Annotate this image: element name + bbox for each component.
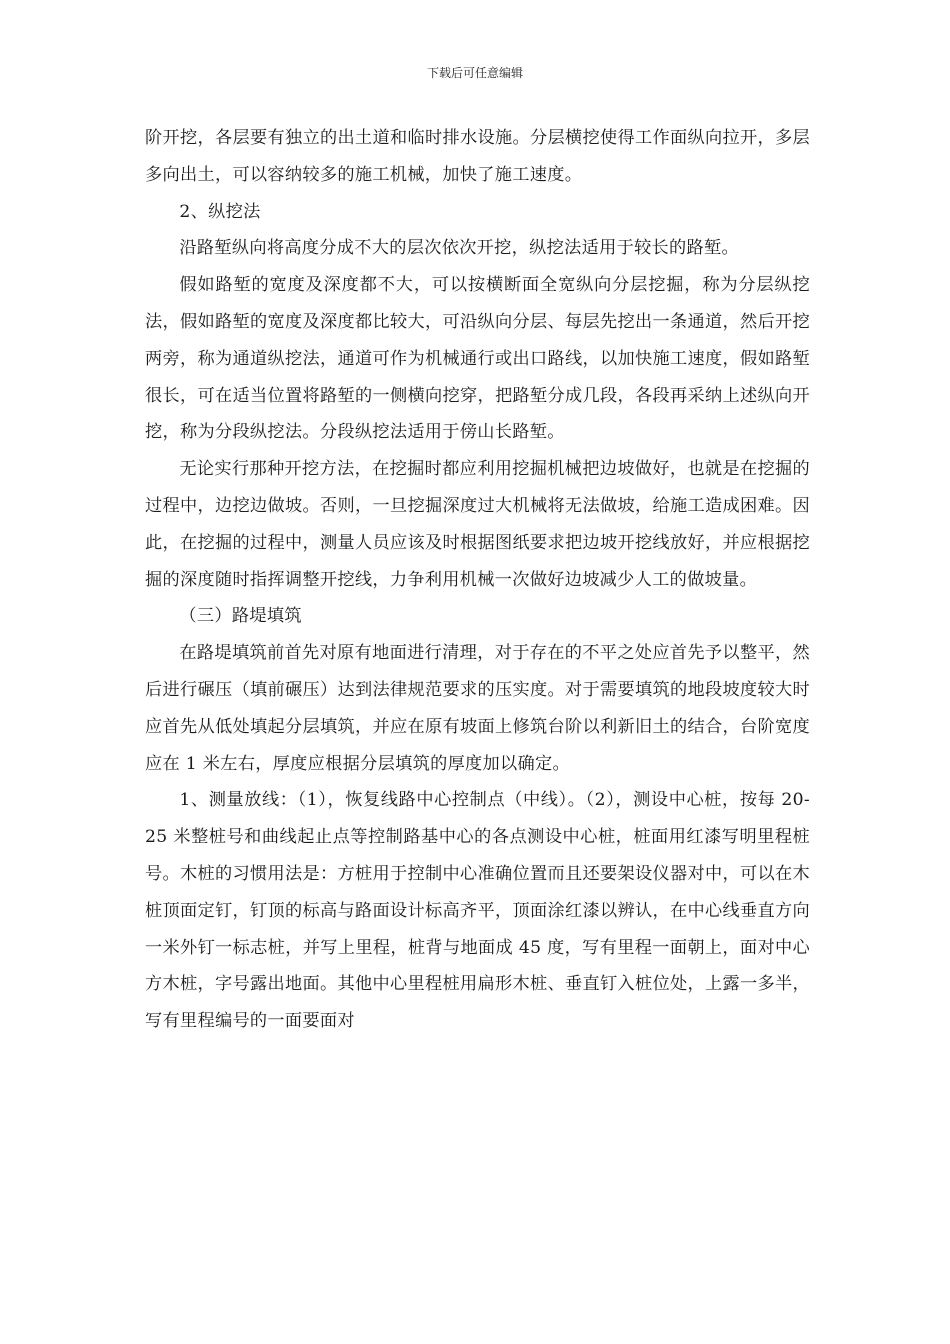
paragraph: 1、测量放线：（1），恢复线路中心控制点（中线）。（2），测设中心桩，按每 20-25 米整桩号和曲线起止点等控制路基中心的各点测设中心桩，桩面用红漆写明里程桩号。木桩的习惯用法是：方桩用于控制中心准确位置而且还要架设仪器对中，可以在木桩顶面定钉，钉顶的标高与路面设计标高齐平，顶面涂红漆以辨认，在中心线垂直方向一米外钉一标志桩，并写上里程，桩背与地面成 45 度，写有里程一面朝上，面对中心方木桩，字号露出地面。其他中心里程桩用扁形木桩、垂直钉入桩位处，上露一多半，写有里程编号的一面要面对 xyxy=(145,790,810,1032)
document-body xyxy=(145,120,810,1040)
paragraph: 假如路堑的宽度及深度都不大，可以按横断面全宽纵向分层挖掘，称为分层纵挖法，假如路堑的宽度及深度都比较大，可沿纵向分层、每层先挖出一条通道，然后开挖两旁，称为通道纵挖法，通道可作为机械通行或出口路线，以加快施工速度，假如路堑很长，可在适当位置将路堑的一侧横向挖穿，把路堑分成几段，各段再采纳上述纵向开挖，称为分段纵挖法。分段纵挖法适用于傍山长路堑。 xyxy=(145,275,810,443)
paragraph: 无论实行那种开挖方法，在挖掘时都应利用挖掘机械把边坡做好，也就是在挖掘的过程中，边挖边做坡。否则，一旦挖掘深度过大机械将无法做坡，给施工造成困难。因此，在挖掘的过程中，测量人员应该及时根据图纸要求把边坡开挖线放好，并应根据挖掘的深度随时指挥调整开挖线，力争利用机械一次做好边坡减少人工的做坡量。 xyxy=(145,459,810,590)
page-header: 下载后可任意编辑 xyxy=(426,66,523,80)
paragraph: 阶开挖，各层要有独立的出土道和临时排水设施。分层横挖使得工作面纵向拉开，多层多向出土，可以容纳较多的施工机械，加快了施工速度。 xyxy=(145,128,810,185)
paragraph: 在路堤填筑前首先对原有地面进行清理，对于存在的不平之处应首先予以整平，然后进行碾压（填前碾压）达到法律规范要求的压实度。对于需要填筑的地段坡度较大时应首先从低处填起分层填筑，并应在原有坡面上修筑台阶以利新旧土的结合，台阶宽度应在 1 米左右，厚度应根据分层填筑的厚度加以确定。 xyxy=(145,643,810,774)
section-heading: 2、纵挖法 xyxy=(179,201,261,222)
paragraph: 沿路堑纵向将高度分成不大的层次依次开挖，纵挖法适用于较长的路堑。 xyxy=(179,238,739,259)
section-heading: （三）路堤填筑 xyxy=(179,606,302,627)
